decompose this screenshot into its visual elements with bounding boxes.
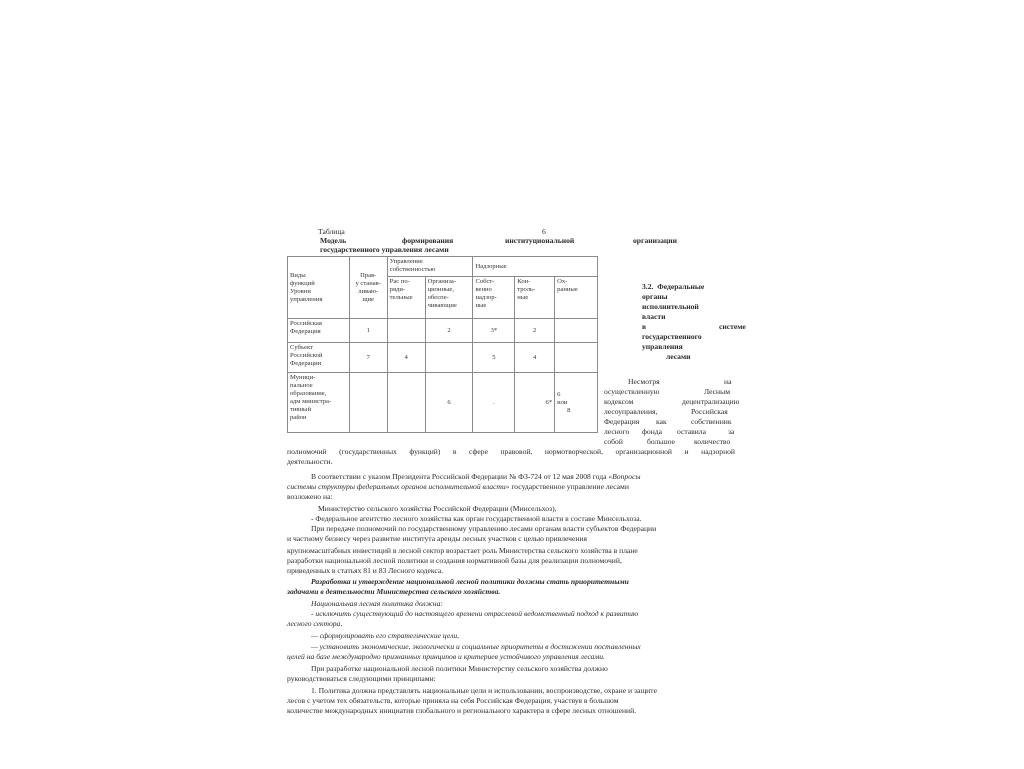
policy-item: лесного сектора, — [287, 619, 343, 628]
side-text-line: Несмотря на — [628, 377, 732, 386]
cell-disposition: 4 — [387, 343, 425, 373]
paragraph-line: возложено на: — [287, 492, 333, 501]
side-heading-line: органы — [642, 292, 668, 301]
paragraph-line: При разработке национальной лесной политики Министерству сельского хозяйства должно — [311, 664, 608, 673]
side-text-line: Федерация как собственник — [604, 417, 732, 426]
emphasis-line: задачами в деятельности Министерства сельского хозяйства. — [287, 587, 501, 596]
emphasis-line: Разработка и утверждение национальной лесной политики должны стать приоритетными — [311, 577, 629, 586]
row-level: Муници- пальное образование, адм министра- тивный район — [288, 373, 350, 433]
cell-organizational: 2 — [425, 319, 473, 343]
cell-protective — [555, 343, 598, 373]
side-heading-line: государственного — [642, 332, 702, 341]
cell-control: 6* — [515, 373, 555, 433]
header-own-supervisory: Собст- венно надзор- ные — [473, 277, 515, 319]
table-row — [288, 343, 598, 373]
side-heading-line: управления — [642, 342, 683, 351]
cell-control: 2 — [515, 319, 555, 343]
table-title-line-2: государственного управления лесами — [320, 245, 449, 254]
cell-own-supervisory: 5 — [473, 343, 515, 373]
cell-protective: 6 или 8 — [555, 373, 598, 433]
side-heading-line: исполнительной — [642, 302, 699, 311]
side-heading-number: 3.2. Федеральные — [642, 282, 705, 291]
list-item: - Федеральное агентство лесного хозяйства как орган государственной власти в составе Минсельхоза. — [311, 514, 642, 523]
table-title-word-2: формирования — [402, 236, 454, 245]
cell-disposition — [387, 373, 425, 433]
header-functions-levels: Виды функций Уровни управления — [288, 257, 350, 319]
side-heading-line: в — [642, 322, 647, 331]
header-law-making: Прав- у станав- ливаю- щие — [349, 257, 387, 319]
table-row — [288, 373, 598, 433]
paragraph-line: деятельности. — [287, 457, 333, 466]
row-level: Российская Федерация — [288, 319, 350, 343]
paragraph-line: руководствоваться следующими принципами: — [287, 674, 436, 683]
cell-organizational — [425, 343, 473, 373]
paragraph-line: В соответствии с указом Президента Российской Федерации № ФЗ-724 от 12 мая 2008 года «Вопросы — [311, 472, 641, 481]
table-row — [288, 319, 598, 343]
table-caption-label: Таблица — [318, 227, 345, 236]
header-protective: Ох- ранные — [555, 277, 598, 319]
side-text-line: лесного фонда оставила за — [604, 427, 735, 436]
paragraph-line: лесов с учетом тех обязательств, которые приняла на себя Российская Федерация, участвуя в большом — [287, 696, 619, 705]
side-text-line: кодексом децентрализацию — [604, 397, 740, 406]
cell-own-supervisory: . — [473, 373, 515, 433]
policy-item: целей на базе международно признанных принципов и критериев устойчивого управления лесами. — [287, 652, 605, 661]
cell-own-supervisory: 3* — [473, 319, 515, 343]
cell-disposition — [387, 319, 425, 343]
policy-intro: Национальная лесная политика должна: — [311, 599, 443, 608]
side-text-line: собой большое количество — [604, 437, 731, 446]
side-heading-line: лесами — [666, 352, 691, 361]
cell-law: 7 — [349, 343, 387, 373]
paragraph-line: количестве международных инициатив глобального и регионального характера в сфере лесных отношений. — [287, 706, 637, 715]
cell-protective — [555, 319, 598, 343]
side-heading-line: системе — [719, 322, 746, 331]
table-caption-number: 6 — [542, 227, 546, 236]
paragraph-line: полномочий (государственных функций) в сфере правовой, нормотворческой, организационной и надзорной — [287, 447, 735, 456]
header-supervisory-group: Надзорные — [473, 257, 598, 277]
policy-item: — установить экономические, экологически и социальные приоритеты в достижении поставленных — [311, 642, 641, 651]
policy-item: - исключить существующий до настоящего времени отраслевой ведомственный подход к развитию — [311, 609, 639, 618]
side-heading-line: власти — [642, 312, 666, 321]
cell-control: 4 — [515, 343, 555, 373]
policy-item: — сформулировать его стратегические цели, — [311, 631, 460, 640]
model-table — [287, 256, 598, 433]
table-title-word-1: Модель — [320, 236, 347, 245]
row-level: Субъект Российской Федерации — [288, 343, 350, 373]
header-disposition: Рас по- ряди- тельные — [387, 277, 425, 319]
cell-law: 1 — [349, 319, 387, 343]
cell-law — [349, 373, 387, 433]
paragraph-line: системы структуры федеральных органов исполнительной власти» государственное управление лесами — [287, 482, 629, 491]
paragraph-line: приведенных в статьях 81 и 83 Лесного кодекса. — [287, 566, 444, 575]
header-ownership-group: Управление собственностью — [387, 257, 473, 277]
table-title-word-4: организации — [633, 236, 677, 245]
paragraph-line: 1. Политика должна представлять национальные цели и использовании, воспроизводстве, охране и защите — [311, 686, 657, 695]
list-item: Министерство сельского хозяйства Российской Федерации (Минсельхоз), — [318, 504, 557, 513]
paragraph-line: разработки национальной лесной политики и создания нормативной базы для реализации полномочий, — [287, 556, 622, 565]
cell-organizational: 6 — [425, 373, 473, 433]
header-organizational: Организа- ционные, обеспе- чивающие — [425, 277, 473, 319]
side-text-line: осуществленную Лесным — [604, 387, 730, 396]
paragraph-line: крупномасштабных инвестиций в лесной сектор возрастает роль Министерства сельского хозяйства в плане — [287, 546, 638, 555]
header-control: Кон- троль- ные — [515, 277, 555, 319]
paragraph-line: и частному бизнесу через развитие института аренды лесных участков с целью привлечения — [287, 534, 587, 543]
side-text-line: лесоуправления, Российская — [604, 407, 728, 416]
table-title-word-3: институциональной — [505, 236, 575, 245]
paragraph-line: При передаче полномочий по государственному управлению лесами органам власти субъектов Федерации — [311, 524, 657, 533]
